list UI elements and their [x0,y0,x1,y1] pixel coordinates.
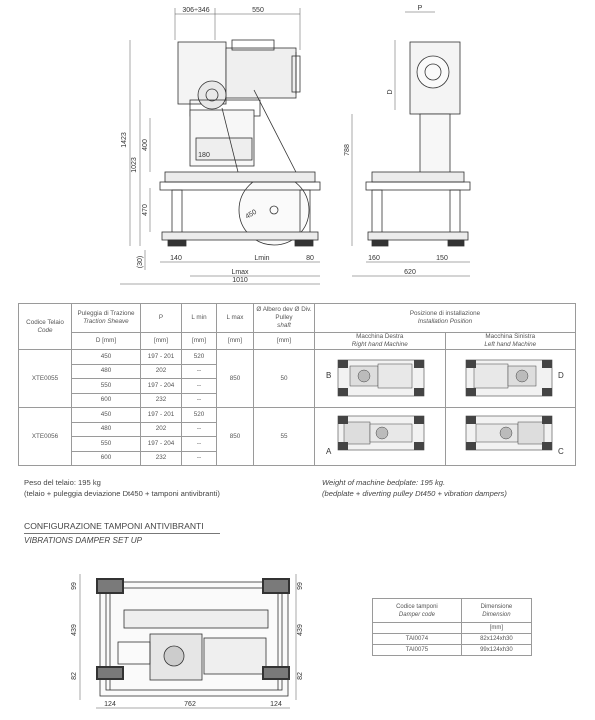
position-label-b: B [325,371,332,380]
cell-d: 480 [72,364,141,379]
header-shaft: Ø Albero dev Ø Div. Pulley shaft [254,304,315,333]
damper-table [372,598,532,656]
cell-p: 232 [141,393,182,408]
group-lmax: 850 [217,350,254,408]
dim-bottom-lmin: Lmin [254,255,270,262]
dim-left-1423: 1423 [121,132,128,148]
dim-inner-d: D [387,89,394,95]
group-code: XTE0056 [19,408,72,466]
damper-layout-drawing [0,560,340,720]
position-left-top-drawing [450,350,570,404]
damper-code: TAI0075 [373,645,462,656]
cell-p: 197 - 204 [141,379,182,394]
dim-bottom-80: 80 [306,255,314,262]
position-right-bottom-drawing [320,408,440,462]
group-shaft: 50 [254,350,315,408]
cell-lmin: -- [182,393,217,408]
cell-lmin: 520 [182,408,217,423]
cell-p: 197 - 201 [141,350,182,365]
damper-unit: [mm] [461,623,531,634]
dim-bottom-150: 150 [436,255,448,262]
dim-inner-788: 788 [344,144,351,156]
cell-lmin: 520 [182,350,217,365]
header-p: P [141,304,182,333]
dim-bottom-160: 160 [368,255,380,262]
cell-d: 600 [72,393,141,408]
dim-bottom-620: 620 [404,269,416,276]
cell-lmin: -- [182,437,217,452]
unit-left: Macchina Sinistra Left hand Machine [445,333,576,350]
dim-left-99: 99 [71,582,78,590]
position-left-top [445,350,576,408]
cell-p: 232 [141,451,182,466]
weight-note-en-line1: Weight of machine bedplate: 195 kg. [322,478,446,487]
position-left-bottom [445,408,576,466]
weight-note-it-line2: (telaio + puleggia deviazione Dt450 + tamponi antivibranti) [24,489,220,498]
unit-lmin: [mm] [182,333,217,350]
cell-p: 202 [141,422,182,437]
header-sheave: Puleggia di Trazione Traction Sheave [72,304,141,333]
position-right-top [315,350,446,408]
group-shaft: 55 [254,408,315,466]
cell-d: 450 [72,350,141,365]
dim-top-2: 550 [252,7,264,14]
cell-d: 450 [72,408,141,423]
machine-drawing-front-side [0,0,595,300]
dim-bottom-140: 140 [170,255,182,262]
group-code: XTE0055 [19,350,72,408]
unit-d: D [mm] [72,333,141,350]
dim-inner-450: 450 [244,208,259,221]
cell-p: 197 - 204 [141,437,182,452]
dim-top-1: 306÷346 [182,7,210,14]
position-left-bottom-drawing [450,408,570,462]
cell-lmin: -- [182,422,217,437]
unit-right: Macchina Destra Right hand Machine [315,333,446,350]
section-title-en: VIBRATIONS DAMPER SET UP [24,536,143,545]
dim-left-439: 439 [71,624,78,636]
weight-note-en-line2: (bedplate + diverting pulley Dt450 + vibration dampers) [322,489,507,498]
dim-left-30: (30) [137,255,144,269]
position-label-c: C [558,447,565,456]
unit-p: [mm] [141,333,182,350]
header-lmax: L max [217,304,254,333]
cell-d: 550 [72,379,141,394]
cell-lmin: -- [182,379,217,394]
dim-inner-180: 180 [198,152,210,159]
dim-left-1023: 1023 [131,157,138,173]
cell-lmin: -- [182,451,217,466]
dim-right-82: 82 [297,672,304,680]
dim-bottom-1010: 1010 [232,277,248,284]
cell-lmin: -- [182,364,217,379]
damper-dimension: 82x124xh30 [461,634,531,645]
specs-table [18,303,576,466]
cell-d: 550 [72,437,141,452]
dim-bottom-762: 762 [184,701,196,708]
cell-p: 202 [141,364,182,379]
dim-bottom-lmax: Lmax [231,269,249,276]
weight-note-en [322,477,507,499]
damper-unit-empty [373,623,462,634]
section-title-underline [24,533,220,534]
cell-d: 480 [72,422,141,437]
damper-header-dim: Dimensione Dimension [461,599,531,623]
dim-left-470: 470 [142,204,149,216]
unit-shaft: [mm] [254,333,315,350]
cell-d: 600 [72,451,141,466]
damper-header-code: Codice tamponi Damper code [373,599,462,623]
header-code: Codice Telaio Code [19,304,72,350]
dim-right-99: 99 [297,582,304,590]
section-title-it: CONFIGURAZIONE TAMPONI ANTIVIBRANTI [24,521,204,531]
group-lmax: 850 [217,408,254,466]
dim-top-p: P [417,5,423,12]
position-label-d: D [558,371,565,380]
cell-p: 197 - 201 [141,408,182,423]
damper-code: TAI0074 [373,634,462,645]
dim-bottom-124-left: 124 [104,701,116,708]
dim-bottom-124-right: 124 [270,701,282,708]
dim-right-439: 439 [297,624,304,636]
weight-note-it-line1: Peso del telaio: 195 kg [24,478,101,487]
position-right-bottom [315,408,446,466]
header-position: Posizione di installazione Installation Position [315,304,576,333]
damper-dimension: 99x124xh30 [461,645,531,656]
position-label-a: A [325,447,332,456]
header-lmin: L min [182,304,217,333]
dim-left-400: 400 [142,139,149,151]
dim-left-82: 82 [71,672,78,680]
weight-note-it [24,477,220,499]
position-right-top-drawing [320,350,440,404]
unit-lmax: [mm] [217,333,254,350]
